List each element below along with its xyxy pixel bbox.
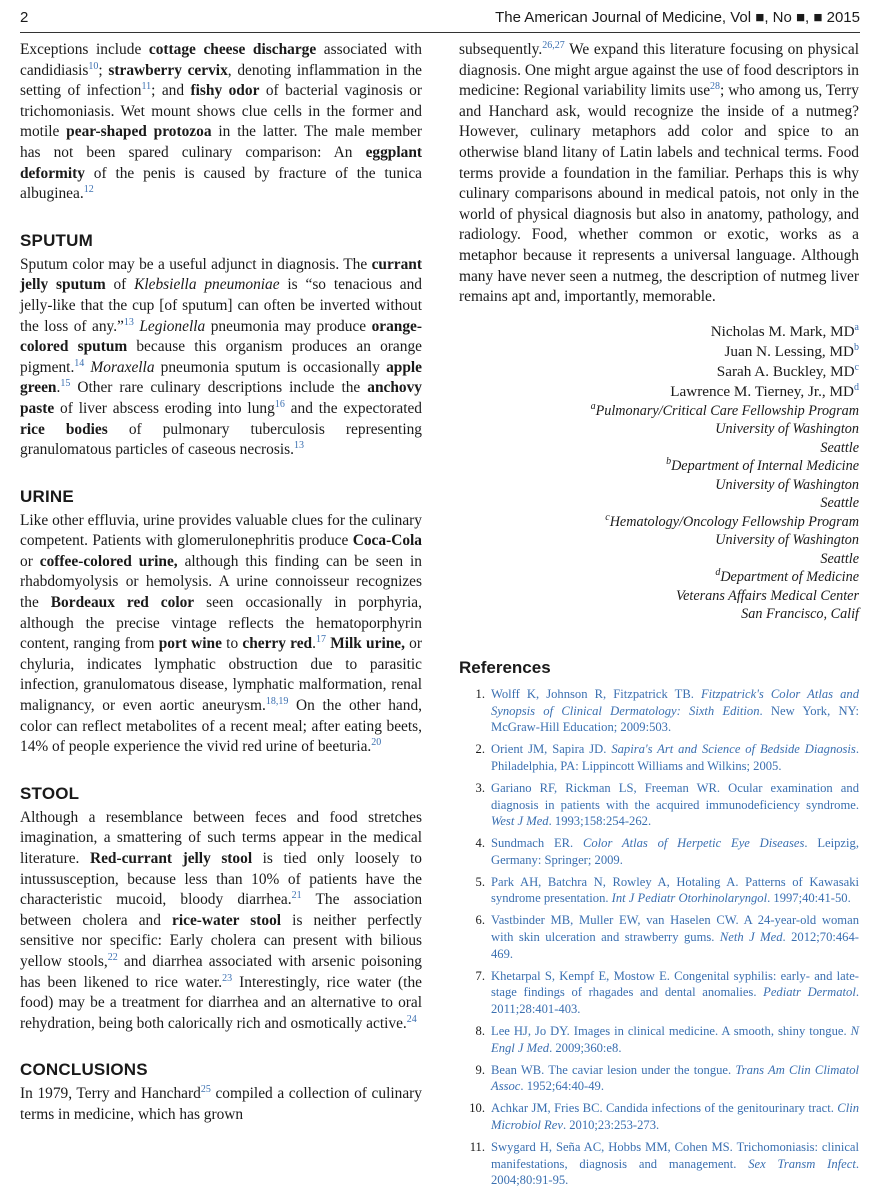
text-run: Like other effluvia, urine provides valuable clues for the culinary competent. Patients with glomerulonephritis produce <box>20 511 422 550</box>
text-run: because this organism produces an orange pigment. <box>20 338 422 376</box>
reference-number: 1. <box>475 686 485 701</box>
affiliation-d <box>459 568 859 624</box>
stool-paragraph <box>20 808 422 1035</box>
reference-text[interactable] <box>491 1101 859 1132</box>
reference-source: Fitzpatrick's Color Atlas and Synopsis of Clinical Dermatology: Sixth Edition <box>491 686 860 718</box>
text-run: Exceptions include <box>20 41 149 58</box>
text-run: We expand this literature focusing on physical diagnosis. One might argue against the use of food descriptors in medicine: Regional variability limits use <box>459 41 859 100</box>
reference-part: Lee HJ, Jo DY. Images in clinical medicine. A smooth, shiny tongue. <box>491 1024 851 1039</box>
bold-term: strawberry cervix <box>108 61 228 79</box>
reference-text[interactable] <box>491 687 859 735</box>
author-line <box>459 322 859 342</box>
text-run: of pulmonary tuberculosis representing granulomatous particles of caseous necrosis. <box>20 420 422 459</box>
reference-text[interactable] <box>491 836 859 867</box>
bold-term: anchovy paste <box>20 379 422 417</box>
bold-term: fishy odor <box>190 82 260 100</box>
reference-source: Neth J Med <box>719 930 783 945</box>
affil-sup: d <box>715 567 721 579</box>
affiliation-a <box>459 402 859 458</box>
reference-part: . Leipzig, Germany: Springer; 2009. <box>491 836 859 867</box>
reference-source: Sapira's Art and Science of Bedside Diagnosis <box>611 742 856 757</box>
affil-sup: b <box>666 456 672 468</box>
citation-sup: 15 <box>60 378 71 390</box>
citation-sup: 14 <box>74 357 85 369</box>
reference-part: . 2004;80:91-95. <box>491 1156 859 1188</box>
reference-item[interactable] <box>459 780 859 830</box>
bold-term: Red-currant jelly stool <box>89 850 253 867</box>
affil-line: Department of Medicine <box>720 569 859 586</box>
citation-sup: 16 <box>274 398 285 410</box>
reference-number: 8. <box>475 1024 485 1039</box>
affil-line: University of Washington <box>715 476 859 493</box>
reference-part: Vastbinder MB, Muller EW, van Haselen CW. A 24-year-old woman with skin ulceration and strawberry gums. <box>491 913 859 945</box>
reference-text[interactable] <box>491 742 859 773</box>
author-sup: b <box>854 341 859 353</box>
reference-part: . 1952;64:40-49. <box>520 1079 604 1094</box>
text-run: is neither perfectly sensitive nor specific: Early cholera can present with bilious yellow stools, <box>20 911 423 970</box>
reference-source: Color Atlas of Herpetic Eye Diseases <box>582 836 805 851</box>
text-run: of bacterial vaginosis or trichomoniasis. Wet mount shows clue cells in the former and motile <box>20 82 422 141</box>
left-column <box>20 40 422 1126</box>
reference-text[interactable] <box>491 1140 859 1188</box>
affil-sup: c <box>605 511 610 523</box>
citation-sup: 11 <box>141 81 152 93</box>
citation-sup: 13 <box>123 316 134 328</box>
affiliation-b <box>459 457 859 513</box>
bold-term: cherry red <box>242 635 313 653</box>
text-run: pneumonia sputum is occasionally <box>154 358 387 376</box>
citation-sup: 22 <box>107 951 118 963</box>
affil-line: San Francisco, Calif <box>741 606 859 623</box>
reference-item[interactable] <box>459 874 859 908</box>
reference-item[interactable] <box>459 912 859 962</box>
citation-sup: 10 <box>88 60 99 72</box>
bold-term: Bordeaux red color <box>50 594 195 612</box>
reference-source: West J Med <box>491 814 549 829</box>
italic-term: Klebsiella pneumoniae <box>134 276 280 294</box>
journal-citation: The American Journal of Medicine, Vol ■, No ■, ■ 2015 <box>495 9 860 26</box>
reference-number: 2. <box>475 742 485 757</box>
reference-part: Sundmach ER. <box>491 836 583 851</box>
citation-sup: 20 <box>371 737 382 749</box>
affil-line: Hematology/Oncology Fellowship Program <box>609 513 859 530</box>
author-name: Sarah A. Buckley, MD <box>716 362 855 380</box>
reference-item[interactable] <box>459 835 859 869</box>
text-run: Other rare culinary descriptions include the <box>70 379 368 397</box>
citation-sup: 26,27 <box>542 40 565 51</box>
reference-part: Achkar JM, Fries BC. Candida infections of the genitourinary tract. <box>491 1101 838 1116</box>
bold-term: pear-shaped protozoa <box>66 123 212 141</box>
text-run: in the latter. The male member has not been spared culinary comparison: An <box>20 123 422 161</box>
italic-term: Legionella <box>139 317 206 335</box>
affil-line: Veterans Affairs Medical Center <box>676 587 859 604</box>
author-line <box>459 342 859 362</box>
citation-sup: 17 <box>315 634 326 646</box>
reference-number: 6. <box>475 913 485 928</box>
italic-term: Moraxella <box>90 358 155 376</box>
reference-part: Khetarpal S, Kempf E, Mostow E. Congenital syphilis: early- and late-stage findings of rhagades and dental anomalies. <box>491 968 859 1000</box>
text-run: and diarrhea associated with arsenic poisoning has been likened to rice water. <box>20 952 422 991</box>
reference-part: . 1993;158:254-262. <box>548 814 652 829</box>
affil-line: University of Washington <box>715 421 859 438</box>
running-header <box>20 6 860 33</box>
reference-part: Swygard H, Seña AC, Hobbs MM, Cohen MS. Trichomoniasis: clinical manifestations, diagnosis and management. <box>491 1139 859 1171</box>
text-run: , denoting inflammation in the setting of infection <box>20 61 423 100</box>
urine-heading: URINE <box>20 486 74 506</box>
bold-term: coffee-colored urine, <box>39 552 178 570</box>
sputum-paragraph <box>20 255 422 461</box>
reference-part: Park AH, Batchra N, Rowley A, Hotaling A. Patterns of Kawasaki syndrome presentation. <box>491 874 859 906</box>
reference-item[interactable] <box>459 686 859 736</box>
bold-term: Milk urine, <box>330 635 405 653</box>
reference-number: 10. <box>469 1101 485 1116</box>
text-run: ; <box>98 61 109 79</box>
right-column <box>459 40 859 1194</box>
reference-text[interactable] <box>491 875 859 906</box>
bold-term: currant jelly sputum <box>20 255 422 294</box>
bold-term: cottage cheese discharge <box>148 41 317 58</box>
bold-term: rice-water stool <box>172 911 282 929</box>
references-heading: References <box>459 657 551 677</box>
author-line <box>459 382 859 402</box>
text-run: Sputum color may be a useful adjunct in diagnosis. The <box>20 255 372 273</box>
text-run: Although a resemblance between feces and food stretches imagination, a smattering of such terms appear in the medical literature. <box>20 808 422 867</box>
text-run: is “so tenacious and jelly-like that the cup [of sputum] can often be inverted without the loss of any.” <box>20 276 422 335</box>
sputum-heading: SPUTUM <box>20 230 93 250</box>
reference-part: . 2011;28:401-403. <box>491 985 859 1017</box>
reference-source: Clin Microbiol Rev <box>491 1101 859 1133</box>
text-run: of liver abscess eroding into lung <box>54 399 275 417</box>
author-list <box>459 322 859 402</box>
affil-line: Seattle <box>820 550 859 567</box>
text-run: . <box>312 635 316 653</box>
urine-paragraph <box>20 511 422 758</box>
text-run: In 1979, Terry and Hanchard <box>20 1085 201 1103</box>
stool-heading: STOOL <box>20 783 80 803</box>
text-run: On the other hand, color can reflect metabolites of a recent meal; after eating beets, 14% of people experience the vivid red urine of beeturia. <box>20 697 422 756</box>
reference-item[interactable] <box>459 1023 859 1057</box>
affil-line: Seattle <box>820 495 859 512</box>
text-run: ; and <box>151 82 191 100</box>
text-run: pneumonia may produce <box>205 317 372 335</box>
reference-number: 9. <box>475 1062 485 1077</box>
author-sup: d <box>854 381 859 393</box>
text-run: and the expectorated <box>284 399 422 417</box>
conclusions-continuation <box>459 40 859 308</box>
text-run: Interestingly, rice water (the food) may be a treatment for diarrhea and an alternative to oral rehydration, being both calorically rich and osmotically active. <box>20 973 422 1032</box>
citation-sup: 13 <box>293 440 304 452</box>
reference-number: 7. <box>475 968 485 983</box>
reference-item[interactable] <box>459 741 859 775</box>
text-run: or <box>20 552 40 570</box>
reference-list <box>459 686 859 1190</box>
affiliation-c <box>459 513 859 569</box>
bold-term: apple green <box>20 358 422 397</box>
citation-sup: 28 <box>710 81 721 93</box>
reference-text[interactable] <box>491 913 859 961</box>
author-name: Lawrence M. Tierney, Jr., MD <box>670 382 854 400</box>
conclusions-paragraph <box>20 1084 422 1125</box>
text-run: to <box>221 635 243 653</box>
reference-part: . 2012;70:464-469. <box>491 930 859 961</box>
reference-part: . New York, NY: McGraw-Hill Education; 2009:503. <box>491 703 859 735</box>
reference-part: Gariano RF, Rickman LS, Freeman WR. Ocular examination and diagnosis in patients with the acquired immunodeficiency syndrome. <box>491 780 859 812</box>
text-run: ; who among us, Terry and Hanchard ask, would recognize the inside of a nutmeg? However, culinary metaphors add color and spice to an otherwise bland litany of Latin labels and technical terms. Food terms provide a foundation in the familiar. Perhaps this is why culinary comparisons abound in medical patois, not only in the world of physical diagnosis but also in anatomy, pathology, and radiology. Food, whether common or exotic, works as a metaphor because it represents a universal language. Although many have never seen a nutmeg, the description of nutmeg liver remains apt and, importantly, memorable. <box>459 82 859 306</box>
reference-text[interactable] <box>491 781 859 829</box>
text-run: or chyluria, indicates lymphatic obstruction due to parasitic infection, granulomatous disease, lymphatic malformation, renal malignancy, or even aortic aneurysm. <box>20 635 423 715</box>
reference-text[interactable] <box>491 1024 859 1055</box>
reference-part: Bean WB. The caviar lesion under the tongue. <box>491 1062 736 1077</box>
citation-sup: 25 <box>200 1084 211 1096</box>
reference-item[interactable] <box>459 968 859 1018</box>
reference-source: N Engl J Med <box>491 1024 859 1055</box>
bold-term: rice bodies <box>20 420 108 438</box>
reference-part: Orient JM, Sapira JD. <box>491 742 612 757</box>
citation-sup: 23 <box>222 972 233 984</box>
text-run: although this finding can be seen in rhabdomyolysis or hemolysis. A urine connoisseur recognizes the <box>20 552 422 612</box>
reference-part: Wolff K, Johnson R, Fitzpatrick TB. <box>491 686 701 701</box>
text-run: is tied only loosely to intussusception, because less than 10% of patients have the characteristic mucoid, bloody diarrhea. <box>20 850 422 909</box>
text-run: subsequently. <box>459 41 543 58</box>
reference-part: . Philadelphia, PA: Lippincott Williams and Wilkins; 2005. <box>491 742 859 773</box>
author-name: Juan N. Lessing, MD <box>724 342 854 360</box>
bold-term: Coca-Cola <box>352 532 422 550</box>
text-run: The association between cholera and <box>20 891 423 929</box>
reference-number: 11. <box>469 1139 485 1154</box>
reference-source: Trans Am Clin Climatol Assoc <box>491 1062 859 1094</box>
intro-paragraph <box>20 40 422 205</box>
citation-sup: 12 <box>83 184 94 196</box>
text-run: compiled a collection of culinary terms in medicine, which has grown <box>20 1085 422 1123</box>
reference-number: 3. <box>475 780 485 795</box>
text-run: of <box>105 276 135 294</box>
reference-number: 5. <box>475 874 485 889</box>
reference-part: . 1997;40:41-50. <box>767 891 851 906</box>
affil-line: University of Washington <box>715 532 859 549</box>
reference-item[interactable] <box>459 1139 859 1189</box>
reference-number: 4. <box>475 836 485 851</box>
affil-line: Seattle <box>820 439 859 456</box>
text-run: associated with candidiasis <box>20 41 422 79</box>
text-run: of the penis is caused by fracture of the tunica albuginea. <box>20 164 422 203</box>
bold-term: eggplant deformity <box>20 143 422 182</box>
reference-source: Int J Pediatr Otorhinolaryngol <box>611 891 768 906</box>
author-sup: c <box>854 361 859 373</box>
affil-line: Pulmonary/Critical Care Fellowship Program <box>595 402 859 419</box>
conclusions-heading: CONCLUSIONS <box>20 1060 148 1080</box>
reference-item[interactable] <box>459 1062 859 1096</box>
author-name: Nicholas M. Mark, MD <box>710 322 855 340</box>
reference-part: . 2010;23:253-273. <box>562 1118 660 1133</box>
text-run: . <box>56 379 61 397</box>
reference-item[interactable] <box>459 1100 859 1134</box>
reference-text[interactable] <box>491 1063 859 1094</box>
text-run: seen occasionally in porphyria, although the precise vintage reflects the hematoporphyrin content, ranging from <box>20 594 422 653</box>
bold-term: port wine <box>158 635 222 653</box>
affiliations <box>459 402 859 624</box>
affil-sup: a <box>590 400 596 412</box>
reference-text[interactable] <box>491 969 859 1017</box>
citation-sup: 21 <box>291 890 302 902</box>
author-sup: a <box>854 321 859 333</box>
reference-part: . 2009;360:e8. <box>549 1040 622 1055</box>
citation-sup: 18,19 <box>265 696 289 708</box>
citation-sup: 24 <box>406 1013 417 1025</box>
page-number: 2 <box>20 9 29 26</box>
reference-source: Sex Transm Infect <box>748 1156 856 1171</box>
bold-term: orange-colored sputum <box>20 317 422 356</box>
affil-line: Department of Internal Medicine <box>671 458 859 475</box>
reference-source: Pediatr Dermatol <box>763 985 856 1000</box>
author-line <box>459 362 859 382</box>
